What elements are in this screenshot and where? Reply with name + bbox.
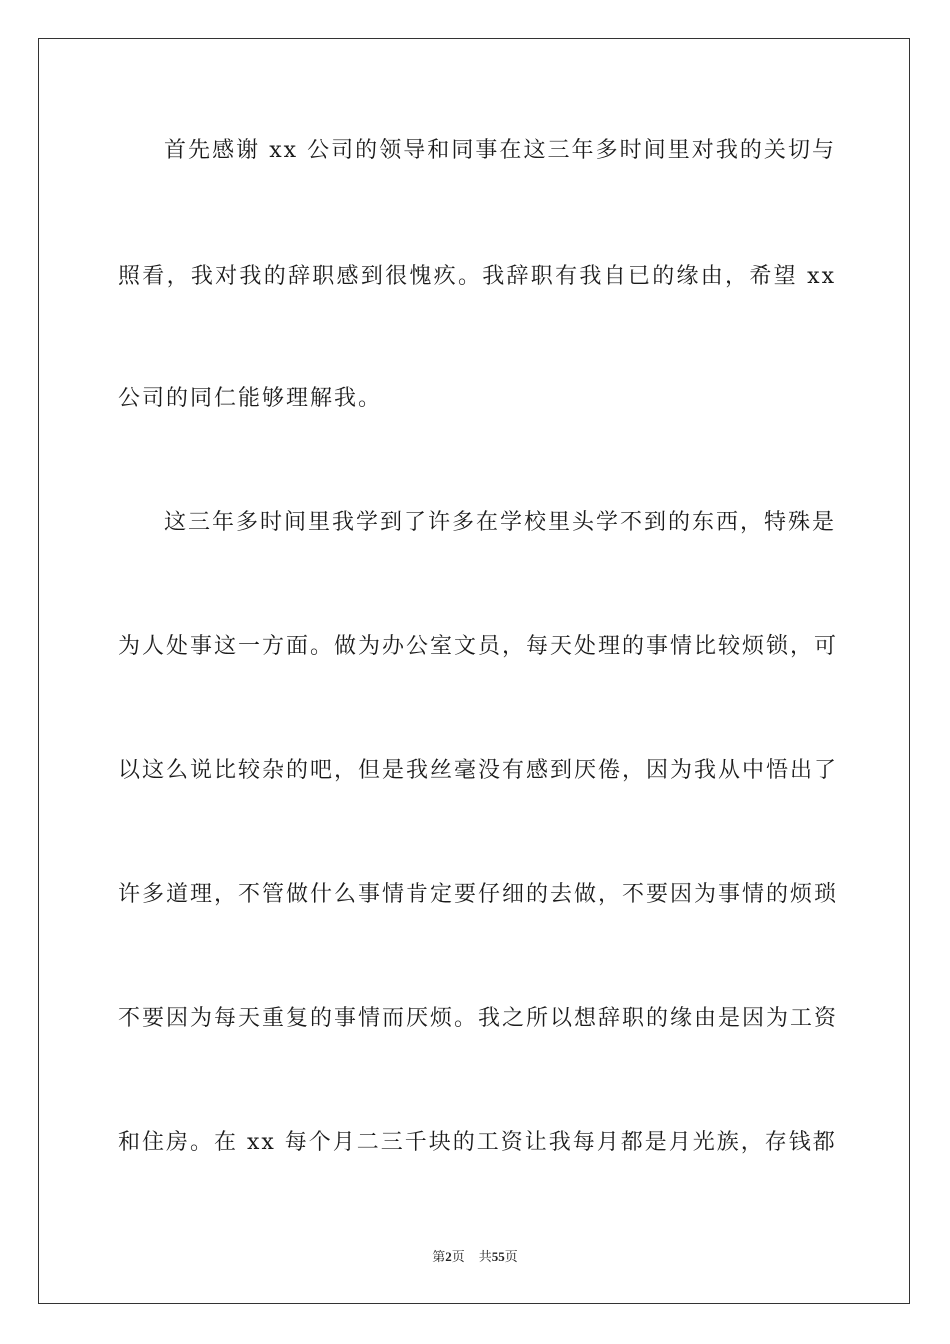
text-line-3: 公司的同仁能够理解我。 [118,386,383,411]
total-suffix: 页 [504,1250,518,1265]
text-line-2: 照看，我对我的辞职感到很愧疚。我辞职有我自已的缘由，希望 xx [118,264,836,289]
text-line-7: 许多道理，不管做什么事情肯定要仔细的去做，不要因为事情的烦琐 [118,882,839,907]
total-pages: 55 [491,1249,505,1264]
page-suffix: 页 [451,1250,465,1265]
text-line-4: 这三年多时间里我学到了许多在学校里头学不到的东西，特殊是 [164,510,837,535]
text-line-1: 首先感谢 xx 公司的领导和同事在这三年多时间里对我的关切与 [164,138,836,163]
text-line-5: 为人处事这一方面。做为办公室文员，每天处理的事情比较烦锁，可 [118,634,839,659]
page-border [38,38,910,1304]
text-line-8: 不要因为每天重复的事情而厌烦。我之所以想辞职的缘由是因为工资 [118,1006,839,1031]
text-line-6: 以这么说比较杂的吧，但是我丝毫没有感到厌倦，因为我从中悟出了 [118,758,839,783]
page-prefix: 第 [432,1250,446,1265]
page-footer [0,1248,950,1267]
text-line-9: 和住房。在 xx 每个月二三千块的工资让我每月都是月光族，存钱都 [118,1130,837,1155]
total-prefix: 共 [478,1250,492,1265]
page-number: 2 [445,1249,452,1264]
